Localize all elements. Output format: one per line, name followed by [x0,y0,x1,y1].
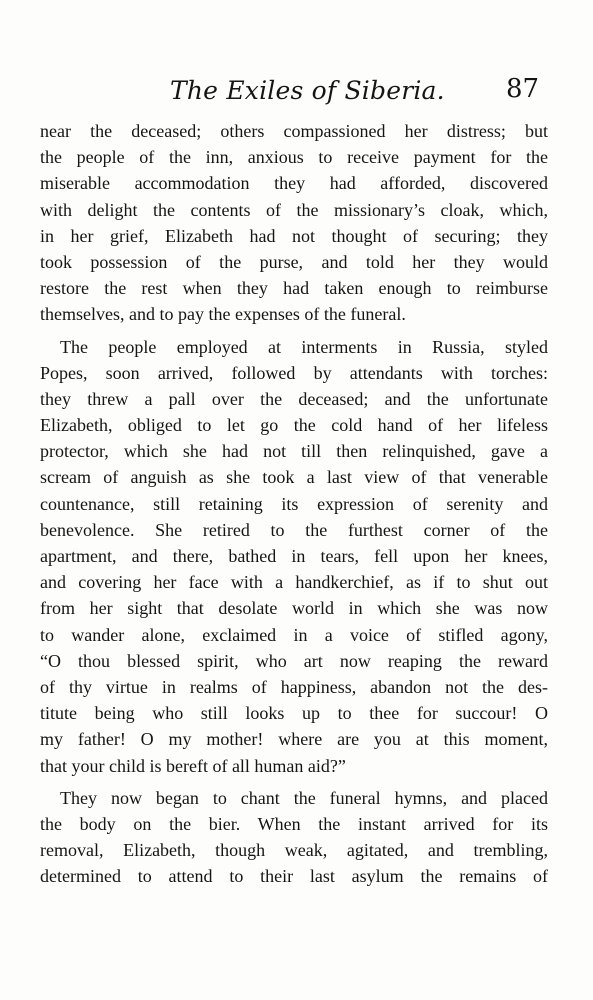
text-line: the people of the inn, anxious to receive payment for the [40,147,548,168]
text-line: benevolence. She retired to the furthest corner of the [40,519,548,540]
page-header [0,72,593,108]
text-line: They now began to chant the funeral hymns, and placed [60,787,548,808]
text-line: themselves, and to pay the expenses of the funeral. [40,304,406,325]
paragraph-3 [40,785,548,890]
text-line: restore the rest when they had taken enough to reimburse [40,278,548,299]
text-line: of thy virtue in realms of happiness, abandon not the des- [40,676,548,697]
text-line: from her sight that desolate world in which she was now [40,598,548,619]
paragraph-2 [40,334,548,779]
text-line: to wander alone, exclaimed in a voice of stifled agony, [40,624,548,645]
text-line: in her grief, Elizabeth had not thought of securing; they [40,225,548,246]
text-line: countenance, still retaining its expression of serenity and [40,493,548,514]
text-line: Popes, soon arrived, followed by attendants with torches: [40,362,548,383]
text-line: titute being who still looks up to thee for succour! O [40,703,548,724]
text-line: near the deceased; others compassioned her distress; but [40,121,548,141]
text-line: determined to attend to their last asylum the remains of [40,866,548,887]
running-title: The Exiles of Siberia. [170,76,445,105]
text-line: with delight the contents of the missionary’s cloak, which, [40,199,548,220]
text-line: miserable accommodation they had afforded, discovered [40,173,548,194]
page-number: 87 [506,74,540,104]
text-line: removal, Elizabeth, though weak, agitated, and trembling, [40,840,548,861]
text-line: apartment, and there, bathed in tears, fell upon her knees, [40,546,548,566]
text-line: scream of anguish as she took a last view of that venerable [40,467,548,488]
text-line: Elizabeth, obliged to let go the cold hand of her lifeless [40,415,548,436]
text-line: that your child is bereft of all human aid?” [40,755,346,776]
body-text [40,118,548,889]
text-line: The people employed at interments in Russia, styled [60,336,548,357]
text-line: and covering her face with a handkerchief, as if to shut out [40,572,548,593]
text-line: “O thou blessed spirit, who art now reaping the reward [40,650,548,671]
text-line: my father! O my mother! where are you at this moment, [40,729,548,750]
text-line: they threw a pall over the deceased; and the unfortunate [40,388,548,409]
paragraph-1 [40,118,548,328]
text-line: protector, which she had not till then relinquished, gave a [40,441,548,462]
text-line: the body on the bier. When the instant arrived for its [40,813,548,834]
text-line: took possession of the purse, and told her they would [40,251,548,272]
